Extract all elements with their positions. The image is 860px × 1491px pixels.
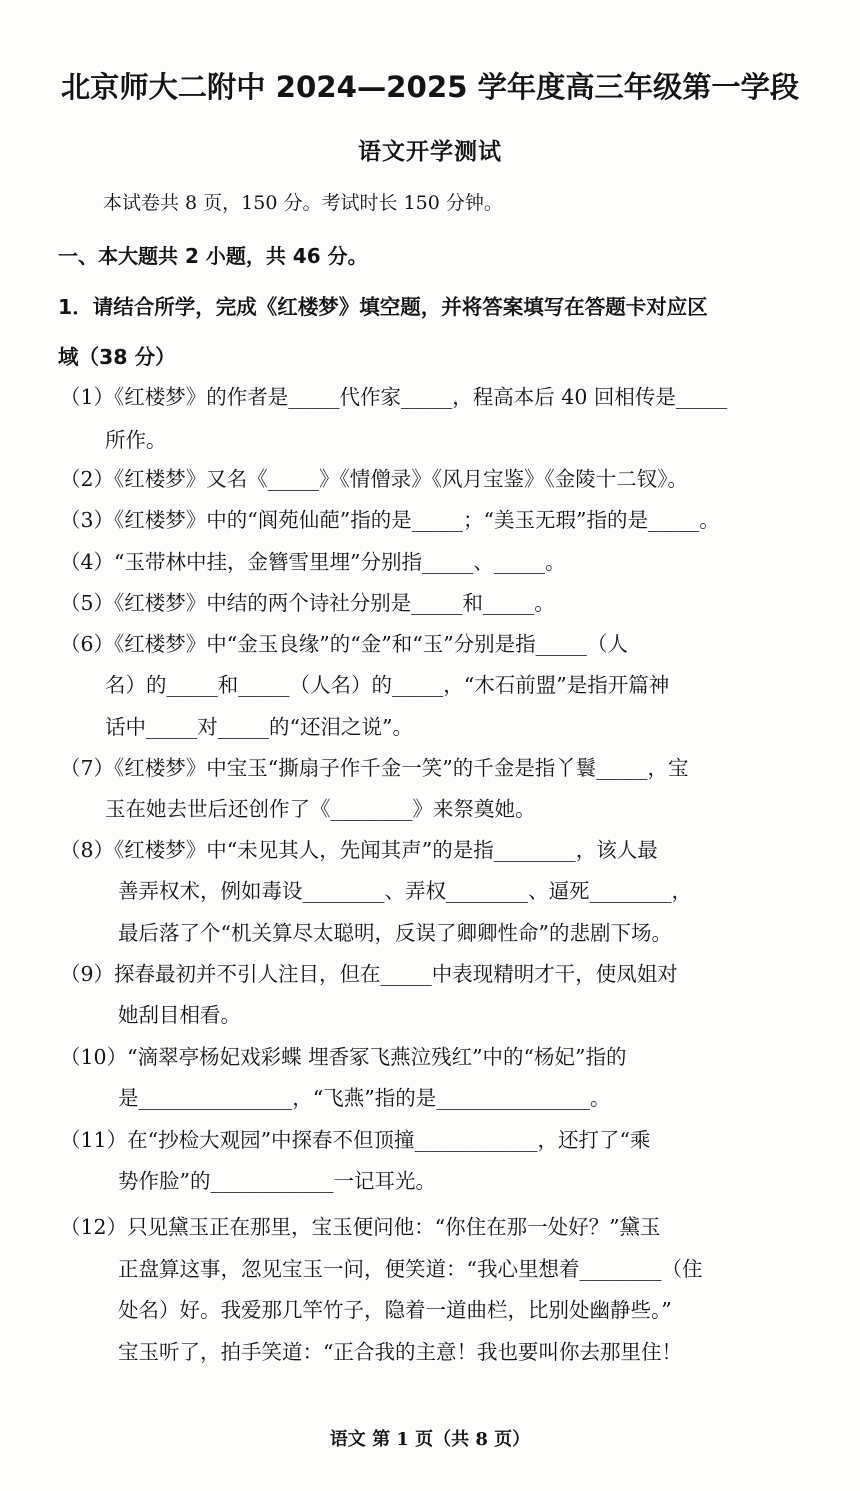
item-6-line-3: 话中_____对_____的“还泪之说”。 bbox=[105, 715, 413, 739]
item-12-line-2: 正盘算这事，忽见宝玉一问，便笑道：“我心里想着________（住 bbox=[118, 1257, 703, 1281]
item-11-line-2: 势作脸”的____________一记耳光。 bbox=[118, 1169, 436, 1193]
item-6-line-2: 名）的_____和_____（人名）的_____，“木石前盟”是指开篇神 bbox=[105, 673, 670, 697]
exam-title: 北京师大二附中 2024—2025 学年度高三年级第一学段 bbox=[60, 70, 800, 104]
item-6-line-1: （6）《红楼梦》中“金玉良缘”的“金”和“玉”分别是指_____（人 bbox=[60, 632, 628, 656]
section-heading: 一、本大题共 2 小题，共 46 分。 bbox=[58, 244, 368, 268]
item-12-line-3: 处名）好。我爱那几竿竹子，隐着一道曲栏，比别处幽静些。” bbox=[118, 1298, 672, 1322]
item-1-line-1: （1）《红楼梦》的作者是_____代作家_____，程高本后 40 回相传是_____ bbox=[60, 385, 728, 409]
item-7-line-1: （7）《红楼梦》中宝玉“撕扇子作千金一笑”的千金是指丫鬟_____，宝 bbox=[60, 756, 689, 780]
item-10-line-1: （10）“滴翠亭杨妃戏彩蝶 埋香冢飞燕泣残红”中的“杨妃”指的 bbox=[60, 1045, 627, 1069]
item-12-line-4: 宝玉听了，拍手笑道：“正合我的主意！我也要叫你去那里住！ bbox=[118, 1340, 682, 1364]
question-1-line-1: 1．请结合所学，完成《红楼梦》填空题，并将答案填写在答题卡对应区 bbox=[58, 295, 708, 319]
item-8-line-3: 最后落了个“机关算尽太聪明，反误了卿卿性命”的悲剧下场。 bbox=[118, 921, 672, 945]
item-7-line-2: 玉在她去世后还创作了《________》来祭奠她。 bbox=[105, 797, 536, 821]
item-8-line-2: 善弄权术，例如毒设________、弄权________、逼死________， bbox=[118, 879, 692, 903]
exam-subtitle: 语文开学测试 bbox=[358, 139, 502, 165]
item-9-line-2: 她刮目相看。 bbox=[118, 1003, 241, 1027]
exam-intro: 本试卷共 8 页，150 分。考试时长 150 分钟。 bbox=[103, 192, 503, 214]
item-4: （4）“玉带林中挂，金簪雪里埋”分别指_____、_____。 bbox=[60, 550, 566, 574]
item-2: （2）《红楼梦》又名《_____》《情僧录》《风月宝鉴》《金陵十二钗》。 bbox=[60, 467, 689, 491]
item-9-line-1: （9）探春最初并不引人注目，但在_____中表现精明才干，使凤姐对 bbox=[60, 962, 678, 986]
page-footer: 语文 第 1 页（共 8 页） bbox=[329, 1429, 531, 1450]
item-8-line-1: （8）《红楼梦》中“未见其人，先闻其声”的是指________，该人最 bbox=[60, 838, 658, 862]
question-1-line-2: 域（38 分） bbox=[58, 345, 176, 369]
item-11-line-1: （11）在“抄检大观园”中探春不但顶撞____________，还打了“乘 bbox=[60, 1128, 651, 1152]
item-5: （5）《红楼梦》中结的两个诗社分别是_____和_____。 bbox=[60, 591, 555, 615]
item-10-line-2: 是_______________，“飞燕”指的是_______________。 bbox=[118, 1086, 611, 1110]
item-3: （3）《红楼梦》中的“阆苑仙葩”指的是_____；“美玉无瑕”指的是_____。 bbox=[60, 508, 720, 532]
item-1-line-2: 所作。 bbox=[105, 428, 167, 452]
item-12-line-1: （12）只见黛玉正在那里，宝玉便问他：“你住在那一处好？”黛玉 bbox=[60, 1215, 661, 1239]
